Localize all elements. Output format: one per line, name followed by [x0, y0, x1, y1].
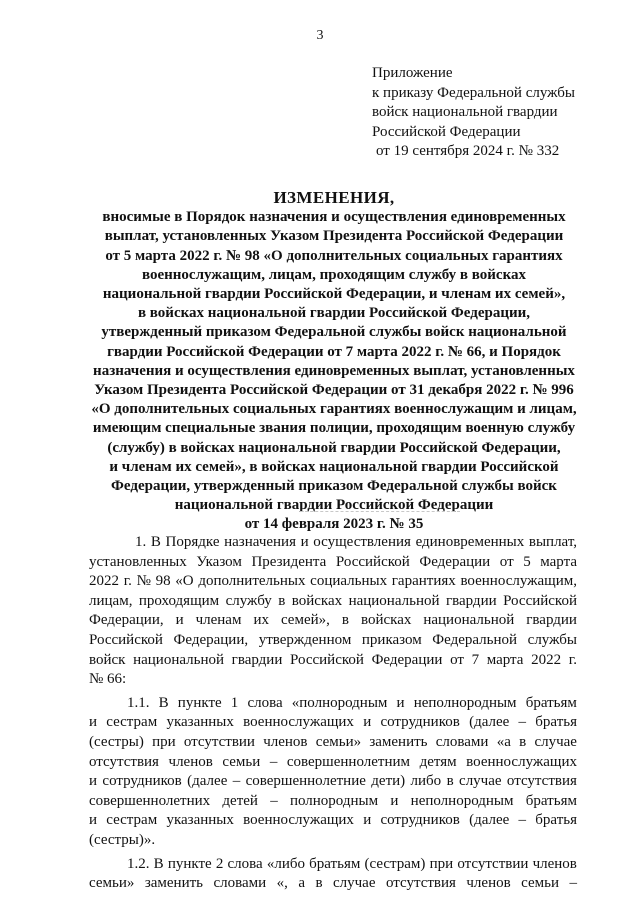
section-divider [300, 511, 460, 512]
body-line [89, 855, 577, 875]
word: неполнородным [413, 694, 517, 711]
word: Федерации, [89, 612, 164, 629]
word: – [518, 812, 527, 829]
word: национальной [348, 592, 440, 609]
word: либо [410, 773, 442, 790]
word: проходящим [138, 592, 220, 609]
body-line [89, 772, 577, 792]
word: войсках [360, 612, 412, 629]
word: 98 [155, 573, 171, 590]
word: семьи» [315, 733, 362, 750]
word: заменить [369, 733, 428, 750]
word: 2 [215, 855, 224, 872]
word: гвардии [231, 651, 283, 668]
word: членов [532, 855, 577, 872]
word: их [253, 612, 269, 629]
word: военнослужащих [466, 753, 577, 770]
body-line [89, 592, 577, 612]
word: членов [263, 733, 308, 750]
title-line: вносимые в Порядок назначения и осуществления единовременных [102, 209, 566, 226]
word: г. [123, 573, 132, 590]
word: в [315, 875, 323, 892]
word: указанных [166, 812, 234, 829]
word: – [270, 792, 278, 809]
title-line: назначения и осуществления единовременных выплат, установленных [93, 362, 575, 379]
title-line: от 5 марта 2022 г. № 98 «О дополнительных социальных гарантиях [105, 247, 563, 264]
body-line [89, 533, 577, 553]
word: семьи» [89, 875, 135, 892]
title-line: от 14 февраля 2023 г. № 35 [244, 516, 424, 533]
body-line [89, 572, 577, 592]
body-line [89, 611, 577, 631]
word: отсутствии [183, 733, 255, 750]
word: (далее [469, 714, 510, 731]
body-line [89, 753, 577, 773]
word: военнослужащих [243, 714, 354, 731]
word: сотрудников [380, 714, 460, 731]
word: (далее [469, 812, 510, 829]
word: 7 [471, 651, 480, 668]
word: (сестры) [89, 733, 144, 750]
word: словами [213, 875, 267, 892]
word: 2022 [89, 573, 119, 590]
word: Президента [251, 553, 327, 570]
word: случае [459, 773, 502, 790]
word: пункте [177, 694, 222, 711]
word: случае [534, 733, 577, 750]
title-line: (службу) в войсках национальной гвардии Российской Федерации, [107, 439, 561, 456]
word: и [175, 612, 184, 629]
body-line [89, 631, 577, 651]
word: № [136, 573, 151, 590]
title-line: имеющим специальные звания полиции, проходящим военную службу [92, 420, 576, 437]
word: Федеральной [432, 631, 518, 648]
word: утвержденном [258, 631, 352, 648]
word: социальных [310, 573, 388, 590]
title-line: Указом Президента Российской Федерации от 31 декабря 2022 г. № 996 [94, 382, 574, 399]
word: выплат, [528, 534, 577, 550]
word: семей», [280, 612, 330, 629]
title-line: военнослужащим, лицам, проходящим службу в войсках [141, 266, 527, 283]
word: и [300, 534, 309, 550]
word: сестрам [106, 812, 158, 829]
word: от [499, 553, 514, 570]
word: назначения [224, 534, 296, 550]
word: детям [419, 753, 457, 770]
word: а [298, 875, 305, 892]
word: 5 [523, 553, 531, 570]
word: Федерации, [173, 631, 249, 648]
word: семьи [222, 753, 261, 770]
word: сотрудников [102, 773, 182, 790]
word: совершеннолетние [245, 773, 366, 790]
title-line: выплат, установленных Указом Президента Российской Федерации [104, 228, 564, 245]
word: отсутствии [457, 855, 529, 872]
word: семьи [521, 875, 559, 892]
word: 2022 [531, 651, 562, 668]
word: отсутствия [89, 753, 159, 770]
title-line: утвержденный приказом Федеральной службы войск национальной [101, 324, 567, 341]
word: совершеннолетних [89, 792, 211, 809]
word: совершеннолетним [286, 753, 410, 770]
body-line [89, 874, 577, 894]
word: военнослужащих [243, 812, 354, 829]
word: войск [89, 651, 126, 668]
word: В [153, 855, 164, 872]
body-line [89, 811, 577, 831]
word: «либо [266, 855, 305, 872]
word: при [429, 855, 454, 872]
word: указанных [166, 714, 234, 731]
word: в [519, 733, 527, 750]
word: установленных [89, 553, 187, 570]
title-line: «О дополнительных социальных гарантиях военнослужащим и лицам, [91, 401, 577, 418]
word: и [363, 714, 372, 731]
word: Указом [196, 553, 242, 570]
title-line: гвардии Российской Федерации от 7 марта 2022 г. № 66, и Порядок [107, 343, 561, 360]
word: членов [466, 875, 511, 892]
word: заменить [144, 875, 203, 892]
word: Российской [290, 651, 364, 668]
word: сестрам [106, 714, 158, 731]
word: «О [175, 573, 194, 590]
word: дополнительных [198, 573, 306, 590]
word: слова [247, 694, 283, 711]
word: г. [568, 651, 577, 668]
word: Российской [503, 592, 577, 609]
body-line: (сестры)». [89, 831, 156, 848]
word: 1. [135, 534, 147, 550]
word: службу [225, 592, 272, 609]
word: и [390, 792, 399, 809]
body-line: № 66: [89, 671, 127, 688]
word: – [269, 753, 278, 770]
word: Порядке [165, 534, 220, 550]
word: братья [535, 812, 577, 829]
word: братьям [525, 792, 577, 809]
word: 1.2. [127, 855, 150, 872]
word: гвардии [526, 612, 577, 629]
word: Российской [89, 631, 163, 648]
word: при [152, 733, 176, 750]
word: членов [168, 753, 213, 770]
word: марта [540, 553, 577, 570]
word: дети) [371, 773, 406, 790]
word: марта [486, 651, 524, 668]
word: неполнородным [410, 792, 514, 809]
word: осуществления [313, 534, 411, 550]
word: полнородным [289, 792, 379, 809]
word: В [158, 694, 169, 711]
word: 1 [230, 694, 239, 711]
word: слова [227, 855, 263, 872]
word: отсутствия [506, 773, 577, 790]
word: военнослужащим, [460, 573, 577, 590]
word: гвардии [445, 592, 497, 609]
word: и [89, 714, 98, 731]
word: и [396, 694, 405, 711]
word: и [363, 812, 372, 829]
word: национальной [133, 651, 225, 668]
word: «, [276, 875, 288, 892]
word: лицам, [89, 592, 133, 609]
body-line [89, 713, 577, 733]
word: (далее [187, 773, 228, 790]
body-line [89, 733, 577, 753]
body-line [89, 651, 577, 671]
word: в [341, 612, 349, 629]
word: и [89, 812, 98, 829]
word: детей [222, 792, 258, 809]
appendix-line: Приложение [372, 65, 453, 81]
word: членам [195, 612, 242, 629]
word: 1.1. [127, 694, 150, 711]
appendix-line-date: от 19 сентября 2024 г. № 332 [376, 143, 560, 160]
body-line [89, 694, 577, 714]
word: гарантиях [391, 573, 456, 590]
appendix-line: войск национальной гвардии [372, 104, 558, 121]
title-line: национальной гвардии Российской Федерации [174, 497, 494, 514]
word: – [518, 714, 527, 731]
word: и [89, 773, 98, 790]
title-heading: ИЗМЕНЕНИЯ, [273, 188, 395, 207]
word: «а [496, 733, 511, 750]
word: приказом [361, 631, 422, 648]
word: братьям [309, 855, 361, 872]
word: в [278, 592, 286, 609]
word: В [150, 534, 161, 550]
word: национальной [423, 612, 515, 629]
title-line: национальной гвардии Российской Федерации, и членам их семей», [102, 286, 566, 303]
word: пункте [167, 855, 212, 872]
word: (сестрам) [364, 855, 426, 872]
page-number: 3 [316, 28, 324, 43]
word: случае [333, 875, 376, 892]
word: отсутствия [385, 875, 456, 892]
document-body [89, 533, 577, 894]
word: братьям [525, 694, 577, 711]
body-line [89, 792, 577, 812]
appendix-line: Российской Федерации [372, 123, 521, 140]
title-line: и членам их семей», в войсках национальной гвардии Российской [109, 458, 559, 475]
document-title [84, 188, 584, 535]
word: словами [435, 733, 489, 750]
word: – [569, 875, 577, 892]
title-line: Федерации, утвержденный приказом Федеральной службы войск [111, 478, 557, 495]
word: Федерации [371, 651, 443, 668]
body-line [89, 553, 577, 573]
word: войсках [291, 592, 343, 609]
word: от [450, 651, 464, 668]
word: сотрудников [380, 812, 460, 829]
word: братья [535, 714, 577, 731]
word: – [232, 773, 241, 790]
appendix-block [372, 64, 575, 162]
word: «полнородным [291, 694, 388, 711]
word: службы [527, 631, 577, 648]
word: единовременных [415, 534, 525, 550]
title-line: в войсках национальной гвардии Российской Федерации, [137, 305, 531, 322]
appendix-line: к приказу Федеральной службы [372, 84, 576, 101]
word: в [446, 773, 454, 790]
word: Российской [335, 553, 410, 570]
word: Федерации [419, 553, 491, 570]
